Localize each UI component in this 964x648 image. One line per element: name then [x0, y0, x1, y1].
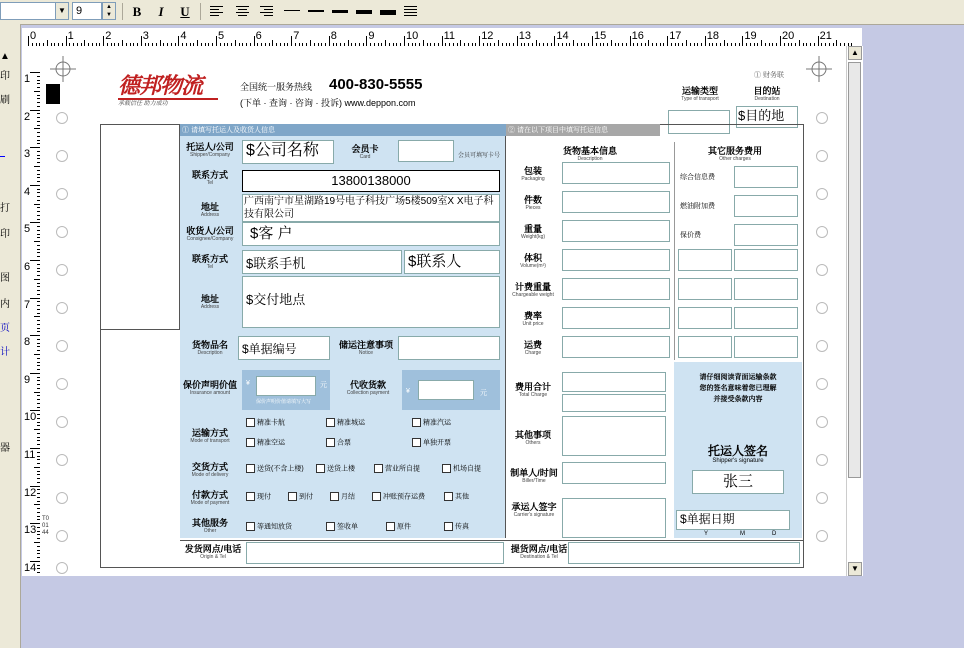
ruler-number: 18	[706, 30, 720, 42]
consignee-address-value: $交付地点	[246, 292, 306, 307]
ruler-number: 14	[24, 561, 37, 574]
other-items-field[interactable]	[562, 416, 666, 456]
maker-field[interactable]	[562, 462, 666, 484]
ruler-tick	[818, 36, 819, 46]
other-charge-label: 保价费	[680, 232, 701, 239]
ruler-tick	[103, 36, 104, 46]
ruler-tick	[141, 36, 142, 46]
ruler-number: 1	[67, 30, 74, 42]
ruler-number: 11	[24, 449, 36, 461]
feed-hole	[816, 530, 828, 542]
consignee-phone-value: $联系手机	[246, 256, 306, 271]
charge-extra-field[interactable]	[678, 278, 732, 300]
strip-glyph[interactable]: ▲	[0, 51, 10, 62]
delivery-option[interactable]: 送货上楼	[316, 464, 355, 473]
ruler-number: 17	[669, 30, 682, 42]
ruler-number: 15	[594, 30, 607, 42]
other-charges-header: 其它服务费用 Other charges	[707, 146, 762, 162]
shipper-label: 托运人/公司 Shipper/Company	[186, 142, 234, 158]
charge-extra-field[interactable]	[734, 307, 798, 329]
payment-mode-label: 付款方式 Mode of payment	[190, 490, 230, 506]
ruler-number: 2	[24, 110, 31, 123]
strip-glyph[interactable]: 页	[0, 323, 10, 334]
registration-mark-icon	[806, 56, 832, 82]
ruler-tick	[30, 410, 40, 411]
other-service-option[interactable]: 等通知放货	[246, 522, 292, 531]
destination-label: 目的站 Destination	[753, 86, 781, 102]
line-thin-icon[interactable]	[284, 10, 300, 11]
ruler-tick	[30, 222, 40, 223]
strip-glyph[interactable]: 图	[0, 273, 10, 284]
ruler-tick	[630, 36, 631, 46]
transport-option[interactable]: 精准汽运	[412, 418, 451, 427]
cod-label: 代收货款 Collection payment	[346, 380, 390, 396]
feed-hole	[56, 340, 68, 352]
ruler-tick	[329, 36, 330, 46]
feed-hole	[816, 112, 828, 124]
ruler-number: 7	[293, 30, 300, 42]
cargo-row-label: 重量 Weight(kg)	[520, 224, 546, 240]
other-charge-label: 综合信息费	[680, 174, 715, 181]
goods-name-label: 货物品名 Description	[191, 340, 228, 356]
transport-type-label: 运输类型 Type of transport	[681, 86, 719, 102]
destination-tel-label: 提货网点/电话 Destination & Tel	[510, 544, 568, 560]
member-card-field[interactable]	[398, 140, 454, 162]
strip-glyph[interactable]: 内	[0, 299, 10, 310]
consignee-name-value: $联系人	[408, 253, 462, 270]
scroll-down-icon[interactable]: ▼	[848, 562, 862, 576]
ruler-tick	[705, 36, 706, 46]
ruler-number: 10	[24, 411, 37, 424]
signature-title: 托运人签名	[707, 444, 768, 458]
footer-divider	[180, 540, 804, 541]
ruler-number: 5	[218, 30, 225, 42]
ruler-tick	[254, 36, 255, 46]
ruler-number: 9	[368, 30, 375, 42]
justify-icon[interactable]	[404, 6, 417, 17]
strip-glyph[interactable]: 器	[0, 443, 10, 454]
feed-hole	[56, 264, 68, 276]
line-medium-icon[interactable]	[308, 10, 324, 12]
feed-hole	[816, 492, 828, 504]
shipper-address-label: 地址 Address	[200, 202, 220, 218]
ruler-tick	[479, 36, 480, 46]
formatting-toolbar	[0, 0, 964, 25]
cargo-row-field[interactable]	[562, 191, 670, 213]
strip-marker	[0, 156, 5, 157]
notice-field[interactable]	[398, 336, 500, 360]
ruler-number: 13	[24, 524, 37, 537]
feed-hole	[816, 150, 828, 162]
align-left-icon[interactable]	[210, 6, 223, 17]
notice-label: 储运注意事项 Notice	[338, 340, 393, 356]
ruler-number: 4	[24, 185, 31, 198]
charge-extra-field[interactable]	[734, 336, 798, 358]
insured-label: 保价声明价值 Insurance amount	[182, 380, 237, 396]
payment-option[interactable]: 到付	[288, 492, 313, 501]
ruler-number: 19	[744, 30, 757, 42]
feed-hole	[816, 188, 828, 200]
ruler-number: 21	[819, 30, 832, 42]
shipper-contact-label: 联系方式 Tel	[191, 170, 228, 186]
ruler-tick	[780, 36, 781, 46]
scroll-up-icon[interactable]: ▲	[848, 46, 862, 60]
other-service-option[interactable]: 传真	[444, 522, 469, 531]
other-charge-field[interactable]	[734, 195, 798, 217]
feed-hole	[56, 492, 68, 504]
vertical-scrollbar[interactable]	[846, 46, 863, 576]
toolbar-separator	[200, 3, 201, 20]
transport-option[interactable]: 单独开票	[412, 438, 451, 447]
feed-hole	[56, 530, 68, 542]
ruler-tick	[667, 36, 668, 46]
feed-hole	[816, 454, 828, 466]
feed-hole	[56, 112, 68, 124]
charge-extra-field[interactable]	[678, 307, 732, 329]
ruler-number: 20	[782, 30, 795, 42]
cargo-row-label: 计费重量 Chargeable weight	[512, 282, 554, 298]
insured-currency: ¥	[246, 380, 250, 387]
left-tool-strip	[0, 24, 21, 648]
ruler-number: 8	[24, 336, 31, 349]
destination-tel-field[interactable]	[568, 542, 800, 564]
feed-hole	[816, 226, 828, 238]
payment-option[interactable]: 其他	[444, 492, 469, 501]
delivery-mode-label: 交货方式 Mode of delivery	[191, 462, 229, 478]
cargo-row-label: 包装 Packaging	[521, 166, 545, 182]
font-name-dropdown[interactable]: ▼	[55, 2, 69, 20]
consignee-contact-label: 联系方式 Tel	[191, 254, 228, 270]
delivery-option[interactable]: 机场自提	[442, 464, 481, 473]
ruler-number: 3	[24, 148, 31, 161]
shipper-value: $公司名称	[246, 142, 319, 159]
feed-hole	[56, 226, 68, 238]
maker-label: 制单人/时间 Biller/Time	[510, 468, 558, 484]
date-value: $单据日期	[680, 512, 735, 526]
ruler-tick	[30, 561, 40, 562]
cargo-row-field[interactable]	[562, 162, 670, 184]
ruler-number: 2	[105, 30, 112, 42]
ruler-tick	[404, 36, 405, 46]
hotline-sub: (下单 · 查询 · 咨询 · 投诉) www.deppon.com	[240, 98, 416, 108]
ymd-d: D	[772, 531, 777, 537]
cargo-row-label: 件数 Pieces	[523, 195, 542, 211]
feed-hole	[816, 416, 828, 428]
signature-notice: 请仔细阅读背面运输条款 您的签名意味着您已理解 并接受条款内容	[699, 374, 777, 403]
ruler-tick	[66, 36, 67, 46]
signature-title-sub: Shipper's signature	[712, 458, 764, 464]
ruler-number: 4	[180, 30, 187, 42]
origin-label: 发货网点/电话 Origin & Tel	[184, 544, 242, 560]
line-thicker-icon[interactable]	[356, 10, 372, 14]
cargo-row-field[interactable]	[562, 220, 670, 242]
consignee-value: $客 户	[250, 225, 293, 242]
cod-unit: 元	[480, 390, 487, 397]
charge-extra-field[interactable]	[678, 336, 732, 358]
ruler-number: 6	[255, 30, 262, 42]
cargo-row-label: 运费 Charge	[523, 340, 542, 356]
font-size-input[interactable]: 9	[72, 2, 102, 20]
cargo-row-field[interactable]	[562, 278, 670, 300]
ruler-tick	[442, 36, 443, 46]
cod-field[interactable]	[418, 380, 474, 400]
ruler-number: 8	[330, 30, 337, 42]
transport-option[interactable]: 精准卡航	[246, 418, 285, 427]
consignee-address-label: 地址 Address	[200, 294, 220, 310]
cod-currency: ¥	[406, 388, 410, 395]
scroll-thumb[interactable]	[848, 62, 861, 478]
strip-glyph[interactable]: 印	[0, 229, 10, 240]
ruler-tick	[30, 486, 40, 487]
ruler-tick	[592, 36, 593, 46]
transport-option[interactable]: 精准空运	[246, 438, 285, 447]
registration-mark-icon	[50, 56, 76, 82]
insured-field[interactable]	[256, 376, 316, 396]
member-card-hint: 会员可填写卡号	[458, 153, 501, 159]
feed-hole	[816, 264, 828, 276]
delivery-option[interactable]: 送货(不含上楼)	[246, 464, 304, 473]
other-charge-field[interactable]	[734, 166, 798, 188]
ruler-tick	[30, 185, 40, 186]
ruler-number: 5	[24, 223, 31, 236]
line-thick-icon[interactable]	[332, 10, 348, 13]
right-col-divider	[674, 142, 675, 360]
ruler-tick	[30, 260, 40, 261]
delivery-option[interactable]: 营业所自提	[374, 464, 420, 473]
ruler-number: 7	[24, 298, 31, 311]
ymd-y: Y	[704, 531, 709, 537]
strip-glyph[interactable]: 刷	[0, 95, 10, 106]
charge-extra-field[interactable]	[734, 278, 798, 300]
vertical-ruler	[22, 46, 41, 576]
carrier-field[interactable]	[562, 498, 666, 538]
other-charge-field[interactable]	[734, 224, 798, 246]
destination-value: $目的地	[738, 108, 785, 123]
feed-hole	[816, 302, 828, 314]
feed-hole	[56, 150, 68, 162]
ruler-tick	[742, 36, 743, 46]
underline-button[interactable]: U	[180, 4, 190, 19]
transport-mode-label: 运输方式 Mode of transport	[190, 428, 230, 444]
other-items-label: 其他事项 Others	[514, 430, 551, 446]
ruler-tick	[517, 36, 518, 46]
ruler-tick	[30, 523, 40, 524]
member-card-label: 会员卡 Card	[351, 144, 379, 160]
carrier-label: 承运人签字 Carrier's signature	[511, 502, 557, 518]
shipper-address-value: 广西南宁市星湖路19号电子科技广场5楼509室X X电子科技有限公司	[244, 196, 494, 220]
ruler-tick	[554, 36, 555, 46]
transport-option[interactable]: 精准城运	[326, 418, 365, 427]
total-label: 费用合计 Total Charge	[514, 382, 551, 398]
payment-option[interactable]: 月结	[330, 492, 355, 501]
feed-hole	[56, 416, 68, 428]
bold-button[interactable]: B	[132, 4, 142, 19]
ruler-tick	[30, 147, 40, 148]
charge-extra-field[interactable]	[678, 249, 732, 271]
feed-hole	[816, 378, 828, 390]
insured-note: 保价声明价值请填写大写	[256, 399, 312, 405]
ruler-tick	[30, 373, 40, 374]
black-marker	[46, 84, 60, 104]
feed-hole	[56, 188, 68, 200]
payment-option[interactable]: 冲账预存运费	[372, 492, 425, 501]
ruler-number: 1	[24, 73, 31, 85]
origin-field[interactable]	[246, 542, 504, 564]
other-service-option[interactable]: 原件	[386, 522, 411, 531]
ruler-tick	[30, 72, 40, 73]
strip-glyph[interactable]: 打	[0, 203, 10, 214]
ruler-number: 10	[406, 30, 419, 42]
ruler-tick	[178, 36, 179, 46]
ruler-number: 11	[443, 30, 456, 42]
ruler-tick	[30, 298, 40, 299]
total-field[interactable]	[562, 372, 666, 392]
feed-hole	[56, 302, 68, 314]
ruler-tick	[216, 36, 217, 46]
other-service-option[interactable]: 签收单	[326, 522, 358, 531]
ruler-tick	[30, 448, 40, 449]
strip-glyph[interactable]: 印	[0, 71, 10, 82]
ruler-number: 3	[142, 30, 149, 42]
ruler-tick	[30, 335, 40, 336]
horizontal-ruler	[22, 28, 862, 47]
font-name-select[interactable]	[0, 2, 56, 20]
ruler-tick	[28, 36, 29, 46]
transport-option[interactable]: 合票	[326, 438, 351, 447]
charge-extra-field[interactable]	[734, 249, 798, 271]
insured-unit: 元	[320, 382, 327, 389]
ruler-number: 12	[24, 486, 37, 499]
goods-name-value: $单据编号	[242, 342, 297, 356]
cargo-row-label: 费率 Unit price	[522, 311, 544, 327]
ymd-m: M	[740, 531, 745, 537]
ruler-number: 14	[556, 30, 569, 42]
ruler-tick	[291, 36, 292, 46]
align-center-icon[interactable]	[236, 6, 249, 17]
other-service-label: 其他服务 Other	[191, 518, 228, 534]
ruler-number: 6	[24, 261, 31, 273]
cargo-info-header: 货物基本信息 Description	[562, 146, 617, 162]
ruler-number: 12	[481, 30, 494, 42]
consignee-label: 收货人/公司 Consignee/Company	[186, 226, 234, 242]
total-field-2[interactable]	[562, 394, 666, 412]
cargo-row-field[interactable]	[562, 307, 670, 329]
feed-hole	[56, 378, 68, 390]
copy-label: ① 财务联	[754, 72, 784, 79]
signer-value: 张三	[722, 473, 753, 490]
side-code: T00144	[42, 516, 50, 536]
ruler-tick	[30, 110, 40, 111]
font-size-spinner[interactable]: ▲ ▼	[102, 2, 116, 20]
company-logo: 德邦物流 承载信任 助力成功	[118, 74, 218, 108]
feed-hole	[56, 562, 68, 574]
cargo-row-label: 体积 Volume(m³)	[520, 253, 546, 269]
right-section-title: ② 请在以下项目中填写托运信息	[508, 127, 608, 134]
other-charge-label: 燃油附加费	[680, 203, 715, 210]
hotline-number: 400-830-5555	[329, 76, 423, 93]
shipper-contact-value: 13800138000	[331, 173, 411, 188]
ruler-number: 16	[631, 30, 644, 42]
cargo-row-field[interactable]	[562, 249, 670, 271]
ruler-tick	[366, 36, 367, 46]
toolbar-separator	[122, 3, 123, 20]
payment-option[interactable]: 现付	[246, 492, 271, 501]
feed-hole	[816, 340, 828, 352]
cargo-row-field[interactable]	[562, 336, 670, 358]
strip-glyph[interactable]: 计	[0, 347, 10, 358]
align-right-icon[interactable]	[260, 6, 273, 17]
blank-left-box	[100, 124, 180, 330]
ruler-number: 13	[518, 30, 532, 42]
feed-hole	[56, 454, 68, 466]
left-section-title: ① 请填写托运人及收货人信息	[182, 127, 275, 134]
waybill-form	[40, 46, 846, 576]
ruler-number: 9	[24, 373, 31, 386]
line-thickest-icon[interactable]	[380, 10, 396, 15]
ruler-number: 0	[30, 30, 37, 42]
italic-button[interactable]: I	[158, 4, 164, 19]
hotline-label: 全国统一服务热线	[240, 82, 313, 92]
